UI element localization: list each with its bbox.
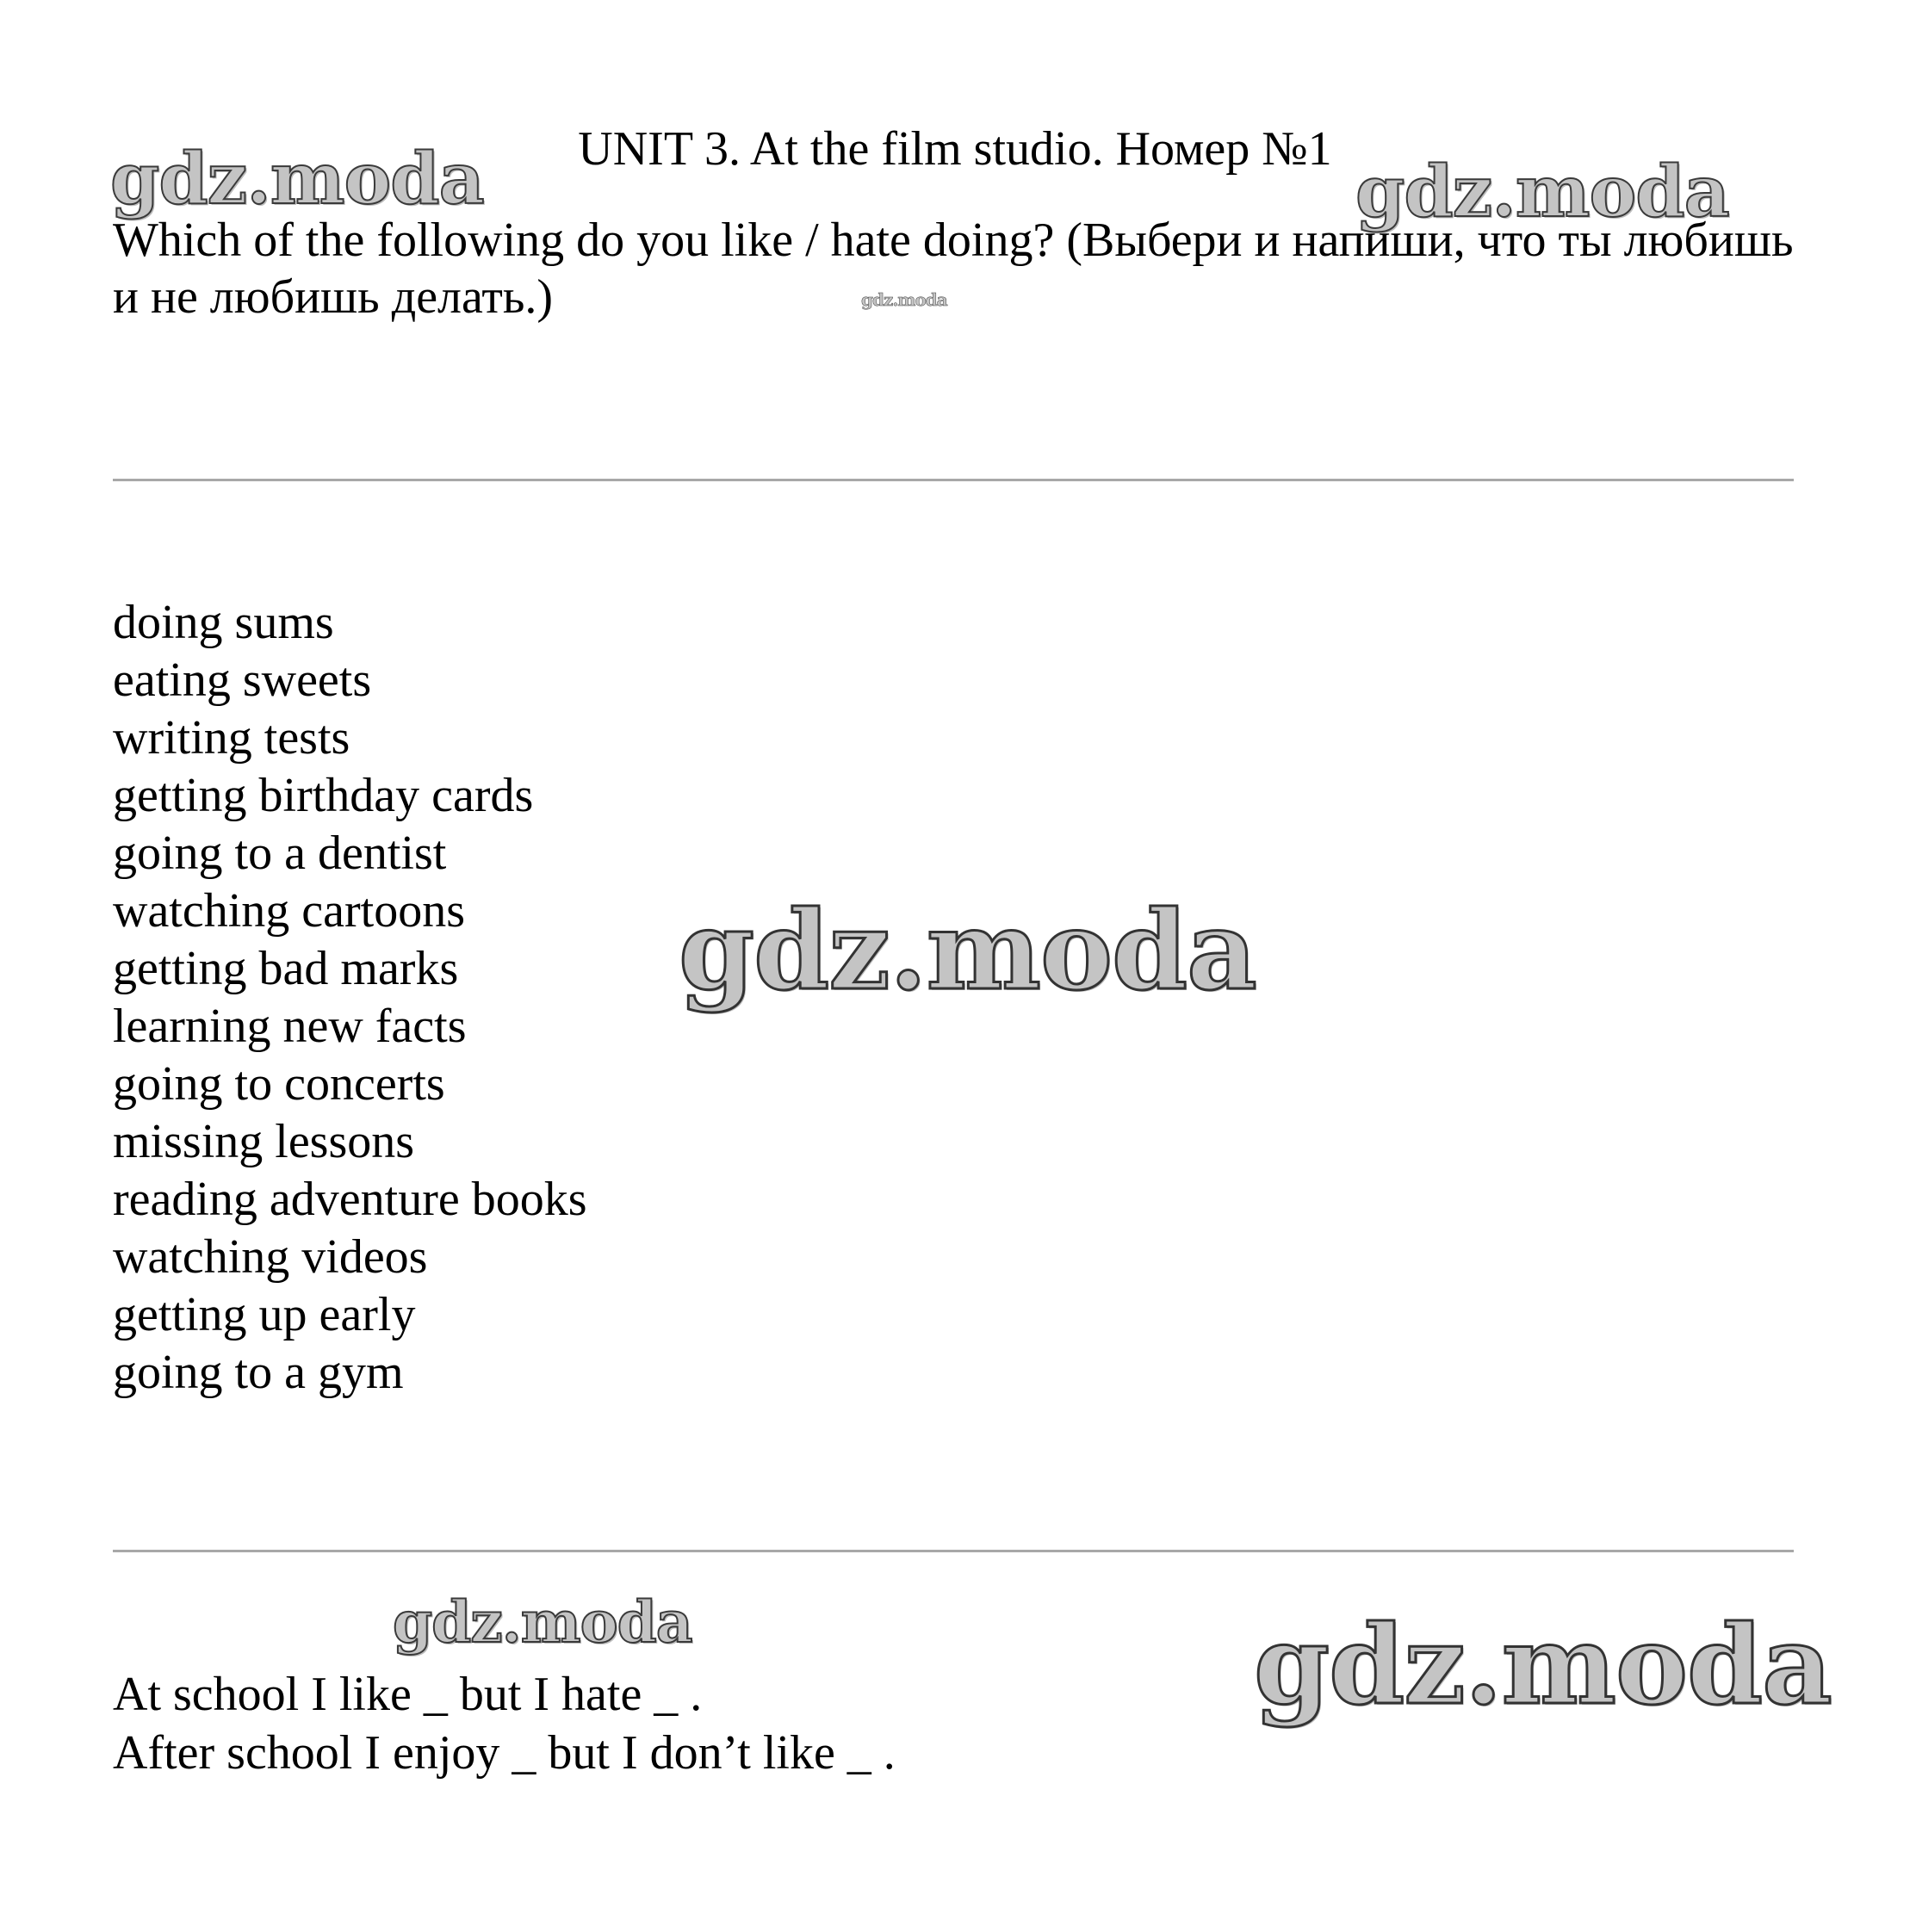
list-item: eating sweets [113,653,372,707]
list-item: getting bad marks [113,942,459,995]
sentence-templates [113,1665,896,1782]
watermark: gdz.moda [679,887,1256,1014]
divider [113,479,1794,481]
divider [113,1550,1794,1552]
list-item: going to a gym [113,1346,404,1399]
sentence-template: After school I enjoy _ but I don’t like _ . [113,1726,896,1780]
list-item: reading adventure books [113,1173,587,1226]
task-instruction: Which of the following do you like / hate doing? (Выбери и напиши, что ты любишь и не любишь делать.) [113,214,1794,324]
list-item: writing tests [113,711,350,765]
activity-list [113,594,586,1402]
watermark: gdz.moda [1254,1601,1832,1729]
list-item: watching cartoons [113,884,465,938]
list-item: getting birthday cards [113,769,534,822]
sentence-template: At school I like _ but I hate _ . [113,1668,703,1721]
page-title: UNIT 3. At the film studio. Номер №1 [578,122,1332,176]
watermark: gdz.moda [861,289,947,310]
list-item: missing lessons [113,1115,415,1168]
watermark: gdz.moda [110,138,484,220]
list-item: watching videos [113,1230,428,1284]
list-item: going to concerts [113,1057,445,1111]
watermark: gdz.moda [393,1588,692,1656]
list-item: going to a dentist [113,827,447,880]
list-item: getting up early [113,1288,416,1341]
list-item: learning new facts [113,1000,467,1053]
watermark: gdz.moda [1355,151,1729,233]
list-item: doing sums [113,596,334,649]
